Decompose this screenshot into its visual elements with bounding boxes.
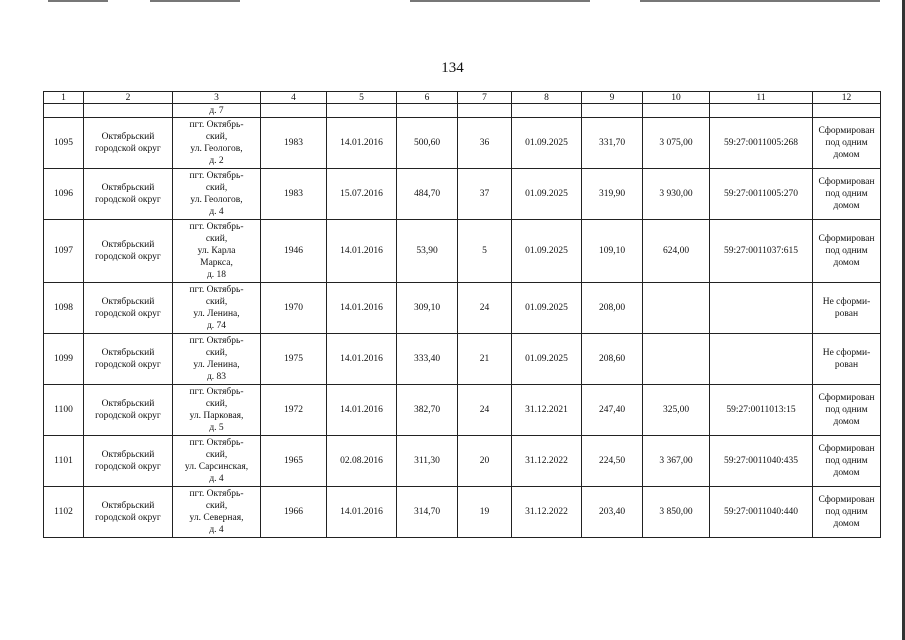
table-cell: 208,60	[582, 334, 643, 385]
table-cell: Сформирован под одним домом	[813, 220, 881, 283]
table-cell: 21	[458, 334, 512, 385]
table-cell: Сформирован под одним домом	[813, 436, 881, 487]
table-cell	[710, 104, 813, 118]
table-cell: Сформирован под одним домом	[813, 169, 881, 220]
continuation-row	[44, 104, 881, 118]
table-row	[44, 334, 881, 385]
table-cell: 01.09.2025	[512, 169, 582, 220]
table-cell: 208,00	[582, 283, 643, 334]
table-cell: пгт. Октябрь- ский, ул. Ленина, д. 74	[173, 283, 261, 334]
column-header: 9	[582, 92, 643, 104]
table-cell: 1102	[44, 487, 84, 538]
table-cell: Октябрьский городской округ	[84, 220, 173, 283]
table-cell	[327, 104, 397, 118]
table-cell	[710, 283, 813, 334]
table-cell: 59:27:0011005:270	[710, 169, 813, 220]
table-cell: 24	[458, 385, 512, 436]
table-cell	[710, 334, 813, 385]
table-cell: 31.12.2022	[512, 487, 582, 538]
continuation-cell: д. 7	[173, 104, 261, 118]
table-cell: Октябрьский городской округ	[84, 334, 173, 385]
column-header: 1	[44, 92, 84, 104]
table-cell: 1097	[44, 220, 84, 283]
table-cell: 59:27:0011040:435	[710, 436, 813, 487]
registry-table	[43, 91, 881, 538]
table-cell: 15.07.2016	[327, 169, 397, 220]
table-cell: пгт. Октябрь- ский, ул. Геологов, д. 4	[173, 169, 261, 220]
table-cell: 309,10	[397, 283, 458, 334]
table-row	[44, 283, 881, 334]
table-cell: 20	[458, 436, 512, 487]
table-cell: 24	[458, 283, 512, 334]
table-cell: 59:27:0011037:615	[710, 220, 813, 283]
table-cell: 31.12.2022	[512, 436, 582, 487]
table-cell: Октябрьский городской округ	[84, 385, 173, 436]
table-cell: Сформирован под одним домом	[813, 118, 881, 169]
table-cell	[512, 104, 582, 118]
table-cell: 1099	[44, 334, 84, 385]
table-cell: 5	[458, 220, 512, 283]
table-cell	[397, 104, 458, 118]
table-cell: 59:27:0011013:15	[710, 385, 813, 436]
table-cell: Сформирован под одним домом	[813, 385, 881, 436]
table-cell: 3 850,00	[643, 487, 710, 538]
table-cell: 224,50	[582, 436, 643, 487]
table-cell: 109,10	[582, 220, 643, 283]
table-row	[44, 220, 881, 283]
table-cell: 01.09.2025	[512, 220, 582, 283]
table-cell: Сформирован под одним домом	[813, 487, 881, 538]
table-cell: 624,00	[643, 220, 710, 283]
table-cell: 1946	[261, 220, 327, 283]
table-cell: 19	[458, 487, 512, 538]
table-cell: пгт. Октябрь- ский, ул. Парковая, д. 5	[173, 385, 261, 436]
table-cell: 14.01.2016	[327, 118, 397, 169]
table-cell: 203,40	[582, 487, 643, 538]
table-cell: 331,70	[582, 118, 643, 169]
table-cell: Октябрьский городской округ	[84, 283, 173, 334]
column-header: 6	[397, 92, 458, 104]
column-header: 2	[84, 92, 173, 104]
column-header: 8	[512, 92, 582, 104]
table-cell: 1098	[44, 283, 84, 334]
table-cell: пгт. Октябрь- ский, ул. Карла Маркса, д. 18	[173, 220, 261, 283]
table-cell: 1970	[261, 283, 327, 334]
table-cell: пгт. Октябрь- ский, ул. Сарсинская, д. 4	[173, 436, 261, 487]
table-cell: 1975	[261, 334, 327, 385]
table-row	[44, 118, 881, 169]
table-cell: 1096	[44, 169, 84, 220]
table-cell: 484,70	[397, 169, 458, 220]
table-cell: Не сформи- рован	[813, 283, 881, 334]
table-cell	[84, 104, 173, 118]
table-cell: 1965	[261, 436, 327, 487]
column-header: 12	[813, 92, 881, 104]
table-cell: 325,00	[643, 385, 710, 436]
table-cell	[643, 104, 710, 118]
table-cell: 1983	[261, 169, 327, 220]
table-cell: 31.12.2021	[512, 385, 582, 436]
table-cell: пгт. Октябрь- ский, ул. Северная, д. 4	[173, 487, 261, 538]
table-row	[44, 169, 881, 220]
table-cell: 53,90	[397, 220, 458, 283]
table-cell: 01.09.2025	[512, 334, 582, 385]
table-cell	[582, 104, 643, 118]
table-cell: Октябрьский городской округ	[84, 436, 173, 487]
table-row	[44, 487, 881, 538]
table-cell: 311,30	[397, 436, 458, 487]
table-cell: 14.01.2016	[327, 334, 397, 385]
table-row	[44, 436, 881, 487]
table-cell: 1983	[261, 118, 327, 169]
table-cell	[44, 104, 84, 118]
column-header: 7	[458, 92, 512, 104]
table-cell: Октябрьский городской округ	[84, 169, 173, 220]
table-cell: 01.09.2025	[512, 118, 582, 169]
table-cell: 14.01.2016	[327, 283, 397, 334]
table-cell: Не сформи- рован	[813, 334, 881, 385]
table-cell: 01.09.2025	[512, 283, 582, 334]
table-cell: Октябрьский городской округ	[84, 118, 173, 169]
column-number-row	[44, 92, 881, 104]
column-header: 10	[643, 92, 710, 104]
table-cell: 14.01.2016	[327, 487, 397, 538]
top-rule	[150, 0, 240, 2]
table-cell	[643, 283, 710, 334]
table-cell: пгт. Октябрь- ский, ул. Ленина, д. 83	[173, 334, 261, 385]
column-header: 3	[173, 92, 261, 104]
table-cell	[813, 104, 881, 118]
table-cell: 314,70	[397, 487, 458, 538]
table-cell: 37	[458, 169, 512, 220]
table-cell: 1100	[44, 385, 84, 436]
table-cell: 59:27:0011005:268	[710, 118, 813, 169]
table-cell: 3 075,00	[643, 118, 710, 169]
table-cell: 3 367,00	[643, 436, 710, 487]
page-number: 134	[441, 60, 464, 76]
table-cell: 333,40	[397, 334, 458, 385]
table-cell: 1101	[44, 436, 84, 487]
table-cell: 36	[458, 118, 512, 169]
table-cell: 3 930,00	[643, 169, 710, 220]
table-cell: 59:27:0011040:440	[710, 487, 813, 538]
table-row	[44, 385, 881, 436]
table-cell: 14.01.2016	[327, 220, 397, 283]
table-cell: 382,70	[397, 385, 458, 436]
table-cell: 247,40	[582, 385, 643, 436]
top-rule	[410, 0, 590, 2]
table-cell	[261, 104, 327, 118]
table-cell: 500,60	[397, 118, 458, 169]
column-header: 4	[261, 92, 327, 104]
top-rule	[640, 0, 880, 2]
table-cell: 1966	[261, 487, 327, 538]
table-cell: 1972	[261, 385, 327, 436]
table-cell: 319,90	[582, 169, 643, 220]
table-cell	[643, 334, 710, 385]
table-cell: 1095	[44, 118, 84, 169]
table-cell: 02.08.2016	[327, 436, 397, 487]
table-cell: Октябрьский городской округ	[84, 487, 173, 538]
column-header: 5	[327, 92, 397, 104]
column-header: 11	[710, 92, 813, 104]
table-cell	[458, 104, 512, 118]
table-cell: пгт. Октябрь- ский, ул. Геологов, д. 2	[173, 118, 261, 169]
top-rule	[48, 0, 108, 2]
table-cell: 14.01.2016	[327, 385, 397, 436]
